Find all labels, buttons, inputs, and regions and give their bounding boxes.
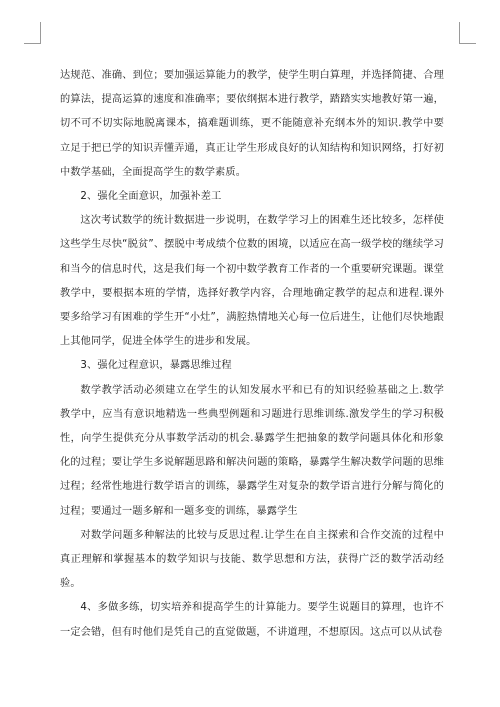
paragraph-1: 达规范、准确、到位；要加强运算能力的教学，使学生明白算理，并选择简捷、合理的算法，提高运算的速度和准确率；要依纲据本进行教学，踏踏实实地教好第一遍，切不可不切实际地脱离课本，搞难题训练，更不能随意补充纲本外的知识.教学中要立足于把已学的知识弄懂弄通，真正让学生形成良好的认知结构和知识网络，打好初中数学基础，全面提高学生的数学素质。: [60, 70, 444, 178]
crop-mark-top-right-horizontal: [459, 43, 476, 44]
paragraph-3: 数学教学活动必须建立在学生的认知发展水平和已有的知识经验基础之上.数学教学中，应当有意识地精选一些典型例题和习题进行思维训练.激发学生的学习积极性，向学生提供充分从事数学活动的机会.暴露学生把抽象的数学问题具体化和形象化的过程；要让学生多说解题思路和解决问题的策略，暴露学生解决数学问题的思维过程；经常性地进行数学语言的训练，暴露学生对复杂的数学语言进行分解与简化的过程；要通过一题多解和一题多变的训练，暴露学生: [60, 384, 444, 517]
document-body: [60, 64, 444, 645]
section-heading-3: 3、强化过程意识，暴露思维过程: [80, 360, 232, 372]
paragraph-4: 对数学问题多种解法的比较与反思过程.让学生在自主探索和合作交流的过程中真正理解和掌握基本的数学知识与技能、数学思想和方法，获得广泛的数学活动经验。: [60, 529, 444, 590]
crop-mark-top-left-vertical: [40, 22, 41, 44]
crop-mark-top-left-horizontal: [24, 43, 41, 44]
paragraph-2: 这次考试数学的统计数据进一步说明，在数学学习上的困难生还比较多，怎样使这些学生尽快“脱贫”、摆脱中考成绩个位数的困境，以适应在高一级学校的继续学习和当今的信息时代，这是我们每一个初中数学教育工作者的一个重要研究课题。课堂教学中，要根据本班的学情，选择好教学内容，合理地确定教学的起点和进程.课外要多给学习有困难的学生开“小灶”，满腔热情地关心每一位后进生，让他们尽快地跟上其他同学，促进全体学生的进步和发展。: [60, 215, 444, 348]
crop-mark-top-right-vertical: [459, 22, 460, 44]
paragraph-5: 4、多做多练，切实培养和提高学生的计算能力。要学生说题目的算理，也许不一定会错，但有时他们是凭自己的直觉做题，不讲道理，不想原因。这点可以从试卷: [60, 602, 444, 638]
section-heading-2: 2、强化全面意识，加强补差工: [80, 191, 222, 203]
